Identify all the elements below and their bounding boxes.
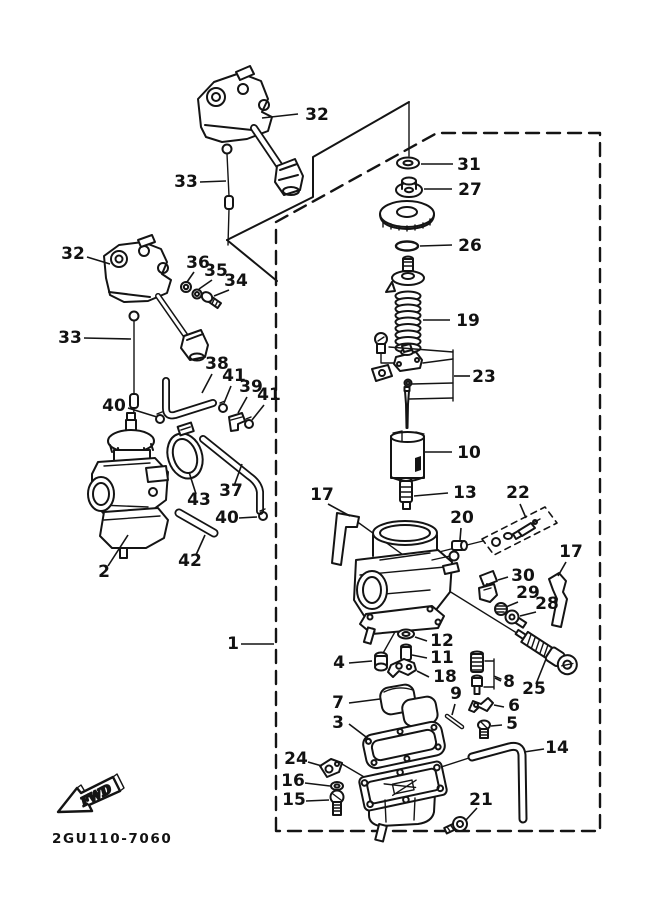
part-callout-8-21: 8	[503, 672, 515, 692]
part-callout-34-38: 34	[224, 271, 248, 291]
leader-line-40-46	[239, 517, 257, 518]
part-31-washer	[397, 158, 419, 169]
leader-line-24-28	[308, 762, 322, 766]
part-callout-26-4: 26	[458, 236, 482, 256]
part-20-plug	[452, 541, 467, 550]
part-callout-18-20: 18	[433, 667, 457, 687]
part-16-washer	[331, 782, 343, 790]
part-callout-35-37: 35	[204, 261, 228, 281]
part-13-jet	[400, 478, 412, 509]
part-callout-20-9: 20	[450, 508, 474, 528]
part-callout-40-43: 40	[102, 396, 126, 416]
fwd-arrow	[58, 774, 124, 812]
fwd-label: FWD	[78, 781, 114, 810]
leader-line-33-1	[200, 181, 226, 182]
part-callout-33-35: 33	[58, 328, 82, 348]
leader-line-6-23	[494, 705, 504, 707]
part-12-washer	[398, 630, 414, 639]
leader-line-26-4	[420, 245, 452, 246]
part-10-throttle-slide	[391, 431, 424, 481]
part-callout-23-6: 23	[472, 367, 496, 387]
part-callout-28-15: 28	[535, 594, 559, 614]
part-callout-41-40: 41	[222, 366, 246, 386]
part-34-screw	[200, 290, 222, 309]
spring-seat	[386, 257, 424, 293]
part-9-pin	[447, 716, 462, 727]
part-29-cap	[495, 603, 507, 615]
part-callout-43-44: 43	[187, 490, 211, 510]
part-callout-6-23: 6	[508, 696, 520, 716]
part-callout-14-27: 14	[545, 738, 569, 758]
part-callout-7-25: 7	[332, 693, 344, 713]
leader-line-28-15	[520, 612, 536, 616]
leader-line-11-18	[412, 655, 427, 658]
leader-line-14-27	[524, 749, 544, 752]
leader-line-9-22	[452, 704, 455, 715]
part-35-washer	[193, 290, 202, 299]
main-carburetor-body	[354, 521, 459, 644]
leader-line-7-25	[349, 699, 380, 703]
part-18-bracket	[388, 659, 416, 677]
leader-line-12-17	[415, 637, 427, 641]
part-33-starter-cable-top	[223, 145, 234, 246]
part-24-bracket	[320, 759, 342, 777]
part-callout-41-42: 41	[257, 385, 281, 405]
part-callout-36-36: 36	[186, 253, 210, 273]
float-bowl	[358, 761, 447, 842]
leader-line-30-13	[498, 577, 508, 580]
part-41-clip-a	[219, 401, 227, 412]
part-callout-24-28: 24	[284, 749, 308, 769]
part-callout-39-41: 39	[239, 377, 263, 397]
leader-line-17-12	[558, 562, 566, 576]
part-5-screw	[478, 721, 490, 739]
part-27-nut	[396, 178, 422, 198]
part-32-starter-unit-top	[198, 66, 303, 195]
part-code: 2GU110-7060	[52, 831, 173, 847]
leader-line-4-19	[349, 661, 372, 663]
part-callout-29-14: 29	[516, 583, 540, 603]
part-callout-4-19: 4	[333, 653, 345, 673]
part-callout-42-47: 42	[178, 551, 202, 571]
part-25-screw	[512, 624, 581, 678]
leader-line-38-39	[202, 374, 212, 393]
part-15-screw	[331, 791, 344, 816]
leader-line-20-9	[460, 528, 461, 540]
part-callout-12-17: 12	[430, 631, 454, 651]
leader-line-18-20	[417, 671, 429, 677]
part-39-joint	[229, 413, 245, 431]
part-callout-1-32: 1	[227, 634, 239, 654]
part-7-float	[379, 683, 439, 727]
part-callout-2-33: 2	[98, 562, 110, 582]
leader-line-16-29	[305, 783, 330, 786]
part-8-jets	[471, 652, 501, 695]
part-28-plunger	[506, 611, 527, 628]
leader-line-41-40	[224, 386, 231, 403]
leader-line-15-30	[306, 800, 329, 801]
part-21-screw	[443, 815, 470, 837]
part-callout-19-5: 19	[456, 311, 480, 331]
part-callout-17-12: 17	[559, 542, 583, 562]
part-callout-15-30: 15	[282, 790, 306, 810]
part-callout-9-22: 9	[450, 684, 462, 704]
part-callout-21-31: 21	[469, 790, 493, 810]
part-callout-25-16: 25	[522, 679, 546, 699]
part-callout-17-11: 17	[310, 485, 334, 505]
leader-line-22-10	[520, 504, 526, 518]
part-26-oring	[396, 242, 418, 251]
part-30-bracket	[479, 571, 497, 602]
part-callout-22-10: 22	[506, 483, 530, 503]
part-36-nut	[181, 282, 191, 292]
leader-line-33-35	[84, 338, 131, 339]
part-19-spring	[396, 292, 421, 353]
part-callout-11-18: 11	[430, 648, 454, 668]
leader-line-3-26	[349, 724, 370, 740]
part-22-needle-jet-set	[482, 507, 557, 555]
bracket-lines-23	[389, 347, 453, 401]
part-callout-40-46: 40	[215, 508, 239, 528]
leader-line-36-36	[187, 272, 194, 282]
part-callout-32-0: 32	[305, 105, 329, 125]
part-callout-38-39: 38	[205, 354, 229, 374]
part-callout-32-34: 32	[61, 244, 85, 264]
part-41-clip-b	[245, 417, 253, 428]
part-42-tube	[179, 513, 214, 533]
part-4-plug	[375, 653, 387, 671]
part-callout-16-29: 16	[281, 771, 305, 791]
leader-line-13-8	[414, 493, 448, 496]
part-40-clip-upper	[156, 412, 164, 423]
part-callout-10-7: 10	[457, 443, 481, 463]
part-callout-33-1: 33	[174, 172, 198, 192]
part-callout-30-13: 30	[511, 566, 535, 586]
leader-line-35-37	[199, 280, 212, 289]
adjuster-cap	[380, 201, 434, 231]
part-17-bracket-left	[332, 513, 359, 565]
leader-line-41-42	[252, 405, 264, 420]
part-callout-37-45: 37	[219, 481, 243, 501]
leader-line-5-24	[491, 725, 502, 726]
part-callout-3-26: 3	[332, 713, 344, 733]
leader-line-39-41	[238, 397, 247, 413]
part-6-clip	[469, 698, 493, 712]
part-callout-5-24: 5	[506, 714, 518, 734]
part-callout-31-2: 31	[457, 155, 481, 175]
part-callout-13-8: 13	[453, 483, 477, 503]
part-callout-27-3: 27	[458, 180, 482, 200]
